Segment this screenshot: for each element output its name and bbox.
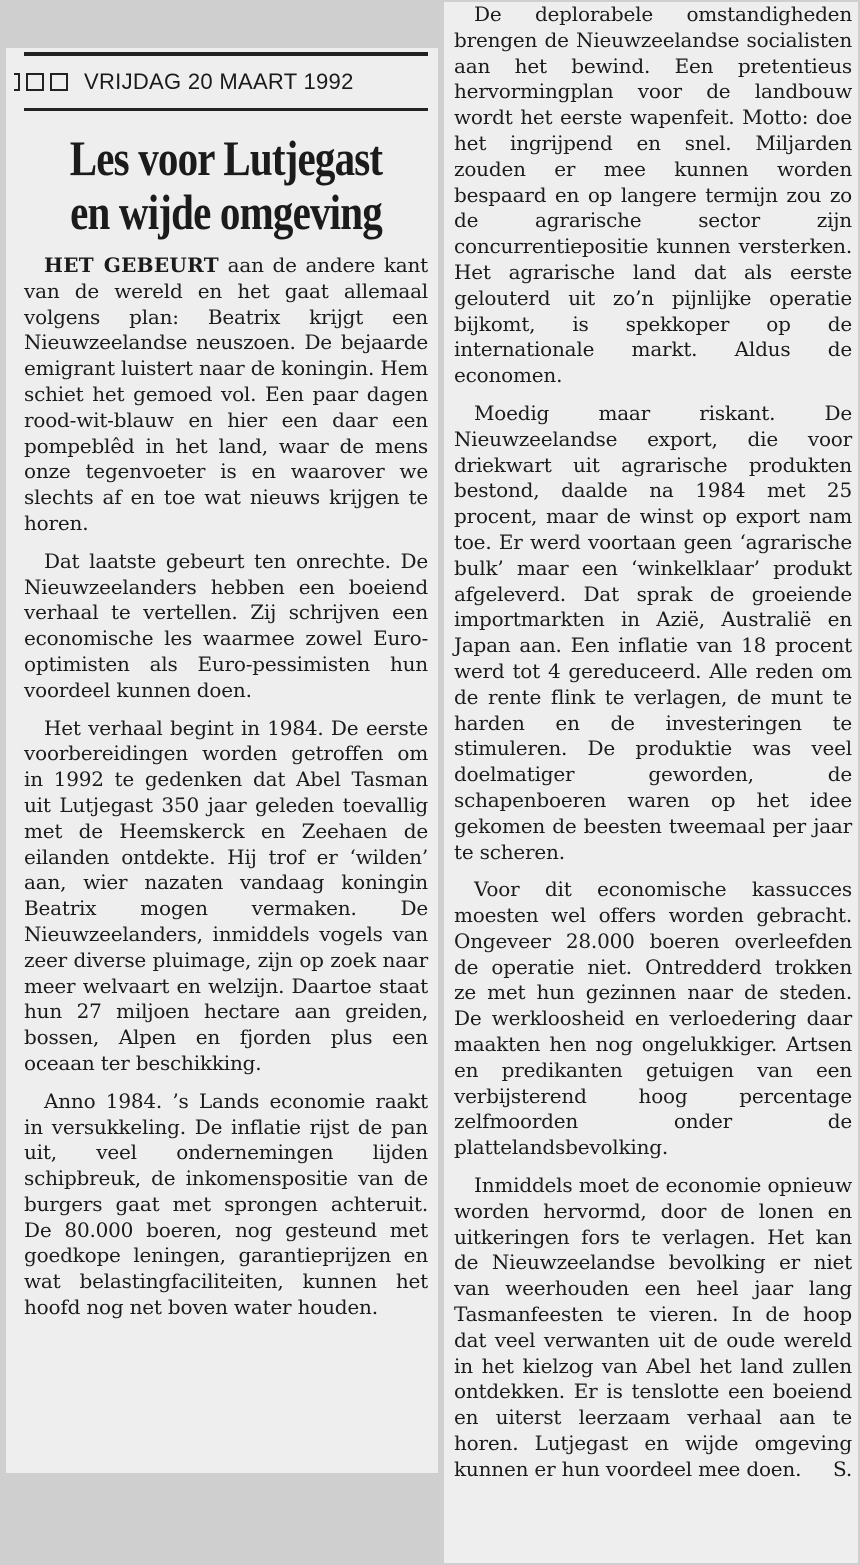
paragraph-1-text: aan de andere kant van de wereld en het gaat allemaal volgens plan: Beatrix krijgt een Nieuwzeelandse neuszoen. De bejaarde emigrant luistert naar de koningin. Hem schiet het gemoed vol. Een paar dagen rood-wit-blauw en hier een daar een pompeblêd in het land, waar de mens onze tegenvoeter is en waarover we slechts af en toe wat nieuws krijgen te horen. bbox=[24, 253, 428, 535]
dateline-boxes bbox=[14, 73, 68, 91]
headline-line-1: Les voor Lutjegast bbox=[69, 130, 383, 186]
paragraph-8-text: Inmiddels moet de economie opnieuw worden hervormd, door de lonen en uitkeringen fors te verlagen. Het kan de Nieuwzeelandse bevolking er niet van weerhouden een heel jaar lang Tasmanfeesten te vieren. In de hoop dat veel verwanten uit de oude wereld in het kielzog van Abel het land zullen ontdekken. Er is tenslotte een boeiend en uiterst leerzaam verhaal aan te horen. Lutjegast en wijde omgeving kunnen er hun voordeel mee doen. bbox=[454, 1173, 852, 1481]
paragraph-6: Moedig maar riskant. De Nieuwzeelandse export, die voor driekwart uit agrarische produkten bestond, daalde na 1984 met 25 procent, maar de winst op export nam toe. Er werd voortaan geen ‘agrarische bulk’ maar een ‘winkelklaar’ produkt afgeleverd. Dat sprak de groeiende importmarkten in Azië, Australië en Japan aan. Een inflatie van 18 procent werd tot 4 gereduceerd. Alle reden om de rente flink te verlagen, de munt te harden en de investeringen te stimuleren. De produktie was veel doelmatiger geworden, de schapenboeren waren op het idee gekomen de beesten tweemaal per jaar te scheren. bbox=[454, 400, 852, 864]
paragraph-8 bbox=[454, 1173, 852, 1483]
square-icon bbox=[26, 73, 44, 91]
paragraph-2: Dat laatste gebeurt ten onrechte. De Nieuwzeelanders hebben een boeiend verhaal te vertellen. Zij schrijven een economische les waarmee zowel Euro-optimisten als Euro-pessimisten hun voordeel kunnen doen. bbox=[24, 548, 428, 702]
headline-line-2: en wijde omgeving bbox=[70, 184, 382, 240]
paragraph-1 bbox=[24, 253, 428, 537]
lead-in: HET GEBEURT bbox=[44, 253, 219, 277]
square-icon bbox=[50, 73, 68, 91]
paragraph-7: Voor dit economische kassucces moesten wel offers worden gebracht. Ongeveer 28.000 boeren overleefden de operatie niet. Ontredderd trokken ze met hun gezinnen naar de steden. De werkloosheid en verloedering daar maakten hen nog ongelukkiger. Artsen en predikanten getuigen van een verbijsterend hoog percentage zelfmoorden onder de plattelandsbevolking. bbox=[454, 877, 852, 1160]
dateline-text: VRIJDAG 20 MAART 1992 bbox=[84, 69, 354, 94]
left-clipping bbox=[6, 48, 438, 1473]
paragraph-4: Anno 1984. ’s Lands economie raakt in versukkeling. De inflatie rijst de pan uit, veel ondernemingen lijden schipbreuk, de inkomenspositie van de burgers gaat met sprongen achteruit. De 80.000 boeren, nog gesteund met goedkope leningen, garantieprijzen en wat belastingfaciliteiten, kunnen het hoofd nog net boven water houden. bbox=[24, 1088, 428, 1320]
paragraph-3: Het verhaal begint in 1984. De eerste voorbereidingen worden getroffen om in 1992 te gedenken dat Abel Tasman uit Lutjegast 350 jaar geleden toevallig met de Heemskerck en Zeehaen de eilanden ontdekte. Hij trof er ‘wilden’ aan, wier nazaten vandaag koningin Beatrix mogen vermaken. De Nieuwzeelanders, inmiddels vogels van zeer diverse pluimage, zijn op zoek naar meer welvaart en welzijn. Daartoe staat hun 27 miljoen hectare aan greiden, bossen, Alpen en fjorden plus een oceaan ter beschikking. bbox=[24, 715, 428, 1075]
paragraph-5: De deplorabele omstandigheden brengen de Nieuwzeelandse socialisten aan het bewind. Een pretentieus hervormingplan voor de landbouw wordt het eerste wapenfeit. Motto: doe het ingrijpend en snel. Miljarden zouden er mee kunnen worden bespaard en op langere termijn zou zo de agrarische sector zijn concurrentiepositie kunnen versterken. Het agrarische land dat als eerste gelouterd uit zo’n pijnlijke operatie bijkomt, is spekkoper op de internationale markt. Aldus de economen. bbox=[454, 2, 852, 388]
author-signature: S. bbox=[833, 1456, 852, 1481]
square-icon bbox=[14, 73, 20, 91]
headline bbox=[60, 131, 391, 239]
dateline-bar bbox=[24, 56, 428, 108]
right-clipping bbox=[444, 2, 858, 1563]
bottom-rule bbox=[24, 108, 428, 111]
